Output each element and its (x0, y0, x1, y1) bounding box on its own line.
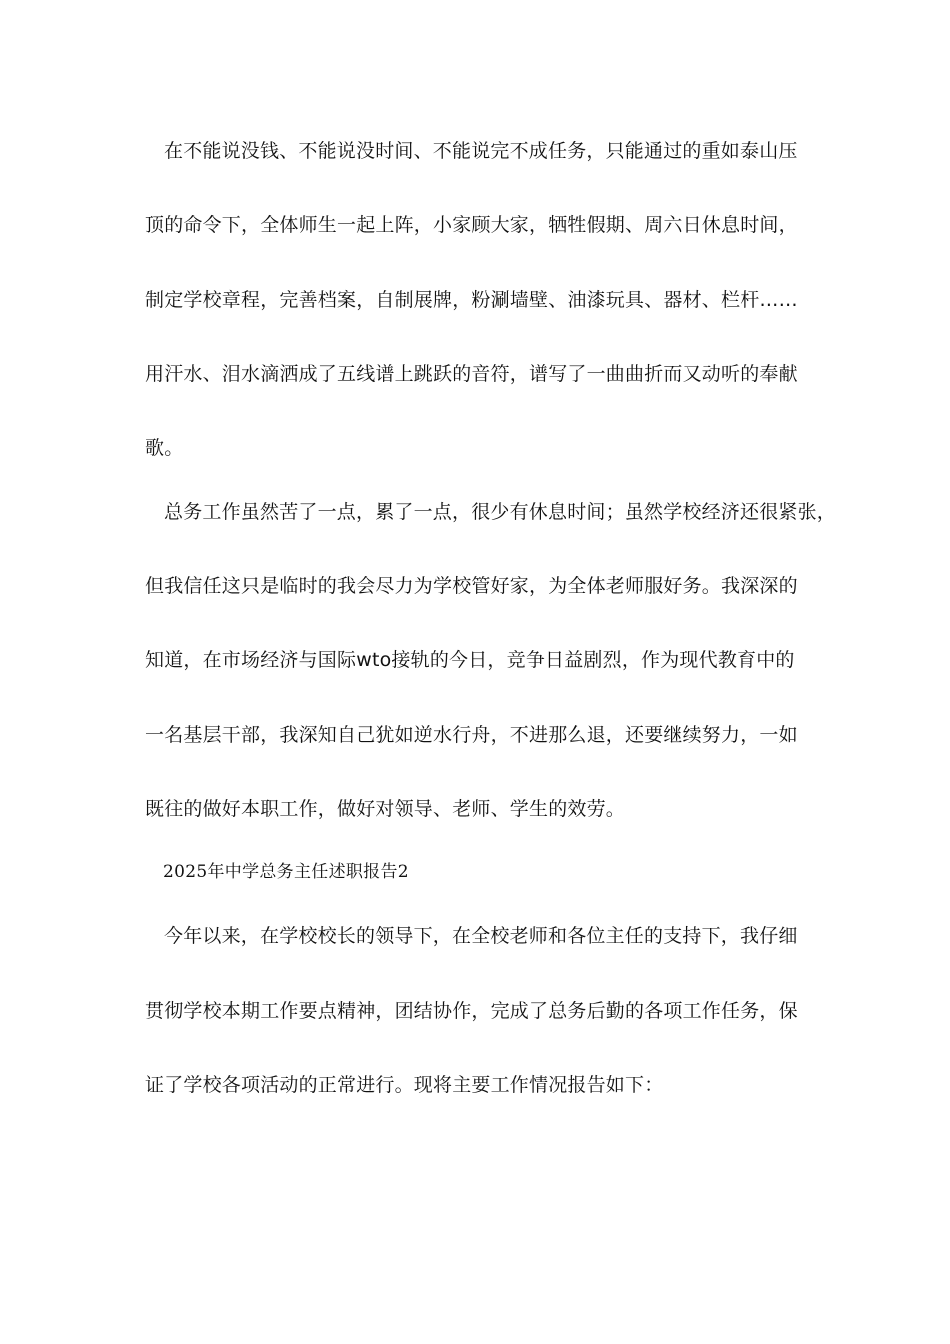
paragraph-2-line-2: 但我信任这只是临时的我会尽力为学校管好家，为全体老师服好务。我深深的 (145, 575, 798, 597)
section-heading: 2025年中学总务主任述职报告2 (163, 862, 409, 882)
paragraph-1-line-2: 顶的命令下，全体师生一起上阵，小家顾大家，牺牲假期、周六日休息时间， (145, 214, 798, 236)
paragraph-2-line-3: 知道，在市场经济与国际wto接轨的今日，竞争日益剧烈，作为现代教育中的 (145, 649, 795, 671)
paragraph-2-line-5: 既往的做好本职工作，做好对领导、老师、学生的效劳。 (145, 798, 626, 820)
paragraph-1-line-4: 用汗水、泪水滴洒成了五线谱上跳跃的音符，谱写了一曲曲折而又动听的奉献 (145, 363, 798, 385)
paragraph-1-line-1: 在不能说没钱、不能说没时间、不能说完不成任务，只能通过的重如泰山压 (164, 140, 798, 162)
paragraph-1-line-5: 歌。 (145, 437, 184, 459)
paragraph-2-line-4: 一名基层干部，我深知自己犹如逆水行舟，不进那么退，还要继续努力，一如 (145, 724, 798, 746)
paragraph-1-line-3: 制定学校章程，完善档案，自制展牌，粉涮墙壁、油漆玩具、器材、栏杆…… (145, 289, 798, 311)
paragraph-3-line-2: 贯彻学校本期工作要点精神，团结协作，完成了总务后勤的各项工作任务，保 (145, 1000, 798, 1022)
paragraph-3-line-3: 证了学校各项活动的正常进行。现将主要工作情况报告如下： (145, 1074, 664, 1096)
paragraph-3-line-1: 今年以来，在学校校长的领导下，在全校老师和各位主任的支持下，我仔细 (164, 925, 798, 947)
paragraph-2-line-1: 总务工作虽然苦了一点，累了一点，很少有休息时间；虽然学校经济还很紧张， (164, 501, 837, 523)
